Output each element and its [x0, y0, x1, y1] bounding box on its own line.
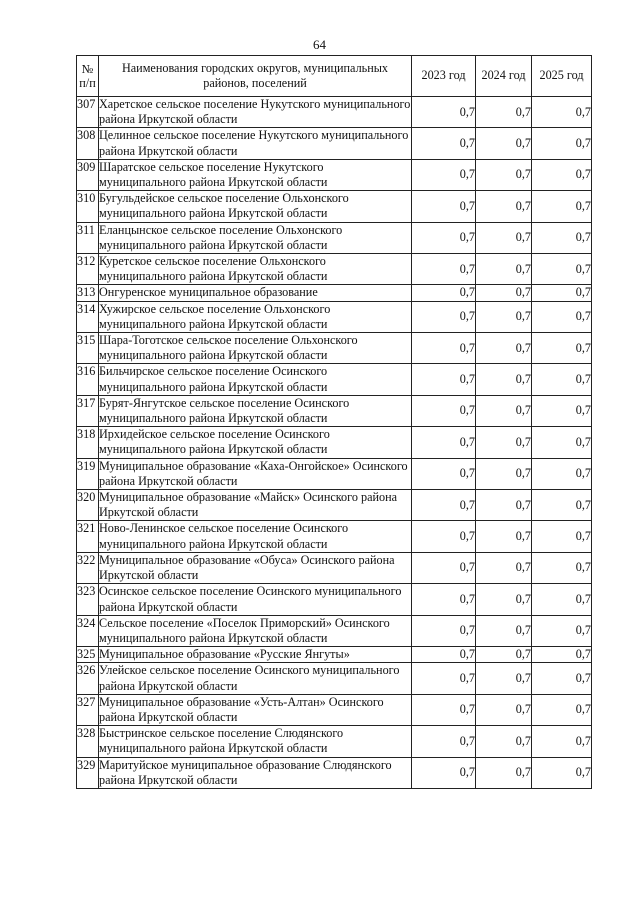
row-num: 308 — [77, 128, 99, 159]
table-row — [77, 191, 592, 222]
row-num: 323 — [77, 584, 99, 615]
row-value-2024: 0,7 — [476, 427, 532, 458]
row-value-2025: 0,7 — [532, 301, 592, 332]
row-value-2023: 0,7 — [412, 159, 476, 190]
row-num: 307 — [77, 97, 99, 128]
row-num: 316 — [77, 364, 99, 395]
table-row — [77, 552, 592, 583]
row-name: Маритуйское муниципальное образование Слюдянского района Иркутской области — [99, 757, 412, 788]
row-value-2023: 0,7 — [412, 584, 476, 615]
table-row — [77, 364, 592, 395]
row-value-2024: 0,7 — [476, 285, 532, 301]
row-num: 314 — [77, 301, 99, 332]
table-row — [77, 490, 592, 521]
table-row — [77, 301, 592, 332]
data-table — [76, 55, 592, 789]
row-value-2024: 0,7 — [476, 159, 532, 190]
row-name: Ирхидейское сельское поселение Осинского муниципального района Иркутской области — [99, 427, 412, 458]
row-value-2023: 0,7 — [412, 663, 476, 694]
page-number: 64 — [313, 37, 326, 52]
row-num: 310 — [77, 191, 99, 222]
table-row — [77, 757, 592, 788]
row-value-2023: 0,7 — [412, 254, 476, 285]
table-row — [77, 726, 592, 757]
row-num: 309 — [77, 159, 99, 190]
row-num: 321 — [77, 521, 99, 552]
row-value-2025: 0,7 — [532, 333, 592, 364]
row-value-2023: 0,7 — [412, 458, 476, 489]
row-value-2024: 0,7 — [476, 128, 532, 159]
row-value-2025: 0,7 — [532, 128, 592, 159]
table-row — [77, 222, 592, 253]
row-value-2023: 0,7 — [412, 490, 476, 521]
row-value-2024: 0,7 — [476, 364, 532, 395]
row-value-2025: 0,7 — [532, 254, 592, 285]
row-num: 326 — [77, 663, 99, 694]
table-row — [77, 615, 592, 646]
row-value-2023: 0,7 — [412, 191, 476, 222]
row-value-2025: 0,7 — [532, 490, 592, 521]
row-num: 311 — [77, 222, 99, 253]
row-num: 329 — [77, 757, 99, 788]
row-value-2024: 0,7 — [476, 663, 532, 694]
table-row — [77, 97, 592, 128]
header-year-2024: 2024 год — [476, 56, 532, 97]
row-value-2023: 0,7 — [412, 97, 476, 128]
row-num: 319 — [77, 458, 99, 489]
row-value-2024: 0,7 — [476, 584, 532, 615]
row-name: Муниципальное образование «Майск» Осинского района Иркутской области — [99, 490, 412, 521]
row-value-2024: 0,7 — [476, 726, 532, 757]
row-name: Куретское сельское поселение Ольхонского муниципального района Иркутской области — [99, 254, 412, 285]
header-year-2025: 2025 год — [532, 56, 592, 97]
row-num: 322 — [77, 552, 99, 583]
row-value-2025: 0,7 — [532, 615, 592, 646]
row-value-2025: 0,7 — [532, 427, 592, 458]
row-value-2023: 0,7 — [412, 128, 476, 159]
row-value-2025: 0,7 — [532, 97, 592, 128]
row-value-2024: 0,7 — [476, 333, 532, 364]
row-name: Бугульдейское сельское поселение Ольхонского муниципального района Иркутской области — [99, 191, 412, 222]
row-value-2025: 0,7 — [532, 647, 592, 663]
row-name: Хужирское сельское поселение Ольхонского муниципального района Иркутской области — [99, 301, 412, 332]
row-value-2024: 0,7 — [476, 191, 532, 222]
row-num: 325 — [77, 647, 99, 663]
row-num: 328 — [77, 726, 99, 757]
table-row — [77, 584, 592, 615]
row-value-2023: 0,7 — [412, 647, 476, 663]
row-value-2025: 0,7 — [532, 159, 592, 190]
row-value-2025: 0,7 — [532, 364, 592, 395]
row-value-2023: 0,7 — [412, 757, 476, 788]
row-value-2023: 0,7 — [412, 694, 476, 725]
row-name: Бильчирское сельское поселение Осинского муниципального района Иркутской области — [99, 364, 412, 395]
row-value-2023: 0,7 — [412, 222, 476, 253]
row-num: 312 — [77, 254, 99, 285]
row-num: 318 — [77, 427, 99, 458]
row-num: 320 — [77, 490, 99, 521]
table-row — [77, 647, 592, 663]
row-num: 317 — [77, 395, 99, 426]
row-value-2023: 0,7 — [412, 552, 476, 583]
row-name: Ново-Ленинское сельское поселение Осинского муниципального района Иркутской области — [99, 521, 412, 552]
row-value-2025: 0,7 — [532, 521, 592, 552]
row-value-2025: 0,7 — [532, 395, 592, 426]
row-name: Онгуренское муниципальное образование — [99, 285, 412, 301]
row-value-2025: 0,7 — [532, 191, 592, 222]
row-value-2024: 0,7 — [476, 552, 532, 583]
table-row — [77, 663, 592, 694]
row-name: Муниципальное образование «Русские Янгуты» — [99, 647, 412, 663]
row-value-2023: 0,7 — [412, 285, 476, 301]
header-num: № п/п — [77, 56, 99, 97]
row-name: Муниципальное образование «Обуса» Осинского района Иркутской области — [99, 552, 412, 583]
table-row — [77, 395, 592, 426]
row-value-2024: 0,7 — [476, 694, 532, 725]
row-value-2025: 0,7 — [532, 694, 592, 725]
row-value-2025: 0,7 — [532, 726, 592, 757]
row-value-2025: 0,7 — [532, 663, 592, 694]
row-name: Шара-Тоготское сельское поселение Ольхонского муниципального района Иркутской области — [99, 333, 412, 364]
row-value-2025: 0,7 — [532, 458, 592, 489]
row-name: Целинное сельское поселение Нукутского муниципального района Иркутской области — [99, 128, 412, 159]
row-name: Улейское сельское поселение Осинского муниципального района Иркутской области — [99, 663, 412, 694]
row-value-2025: 0,7 — [532, 552, 592, 583]
table-row — [77, 254, 592, 285]
row-value-2023: 0,7 — [412, 364, 476, 395]
row-value-2023: 0,7 — [412, 726, 476, 757]
row-value-2023: 0,7 — [412, 395, 476, 426]
row-value-2024: 0,7 — [476, 222, 532, 253]
row-num: 324 — [77, 615, 99, 646]
row-name: Муниципальное образование «Каха-Онгойское» Осинского района Иркутской области — [99, 458, 412, 489]
row-value-2023: 0,7 — [412, 301, 476, 332]
row-value-2024: 0,7 — [476, 395, 532, 426]
table-row — [77, 694, 592, 725]
row-name: Осинское сельское поселение Осинского муниципального района Иркутской области — [99, 584, 412, 615]
row-name: Еланцынское сельское поселение Ольхонского муниципального района Иркутской области — [99, 222, 412, 253]
header-name: Наименования городских округов, муниципальных районов, поселений — [99, 56, 412, 97]
row-value-2024: 0,7 — [476, 458, 532, 489]
table-row — [77, 521, 592, 552]
table-row — [77, 333, 592, 364]
row-name: Бурят-Янгутское сельское поселение Осинского муниципального района Иркутской области — [99, 395, 412, 426]
header-year-2023: 2023 год — [412, 56, 476, 97]
row-value-2023: 0,7 — [412, 521, 476, 552]
row-value-2025: 0,7 — [532, 757, 592, 788]
row-num: 315 — [77, 333, 99, 364]
row-value-2023: 0,7 — [412, 333, 476, 364]
row-value-2023: 0,7 — [412, 615, 476, 646]
row-value-2025: 0,7 — [532, 285, 592, 301]
row-value-2025: 0,7 — [532, 584, 592, 615]
table-row — [77, 159, 592, 190]
row-name: Сельское поселение «Поселок Приморский» Осинского муниципального района Иркутской области — [99, 615, 412, 646]
row-num: 313 — [77, 285, 99, 301]
row-name: Быстринское сельское поселение Слюдянского муниципального района Иркутской области — [99, 726, 412, 757]
row-value-2024: 0,7 — [476, 757, 532, 788]
row-name: Шаратское сельское поселение Нукутского муниципального района Иркутской области — [99, 159, 412, 190]
row-value-2024: 0,7 — [476, 490, 532, 521]
row-name: Харетское сельское поселение Нукутского муниципального района Иркутской области — [99, 97, 411, 127]
row-name: Муниципальное образование «Усть-Алтан» Осинского района Иркутской области — [99, 694, 412, 725]
row-value-2025: 0,7 — [532, 222, 592, 253]
table-row — [77, 285, 592, 301]
row-value-2024: 0,7 — [476, 615, 532, 646]
row-num: 327 — [77, 694, 99, 725]
row-value-2024: 0,7 — [476, 647, 532, 663]
table-row — [77, 427, 592, 458]
row-value-2024: 0,7 — [476, 521, 532, 552]
table-row — [77, 128, 592, 159]
table-header-row — [77, 56, 592, 97]
row-value-2024: 0,7 — [476, 97, 532, 128]
row-value-2024: 0,7 — [476, 301, 532, 332]
row-value-2023: 0,7 — [412, 427, 476, 458]
row-value-2024: 0,7 — [476, 254, 532, 285]
table-row — [77, 458, 592, 489]
